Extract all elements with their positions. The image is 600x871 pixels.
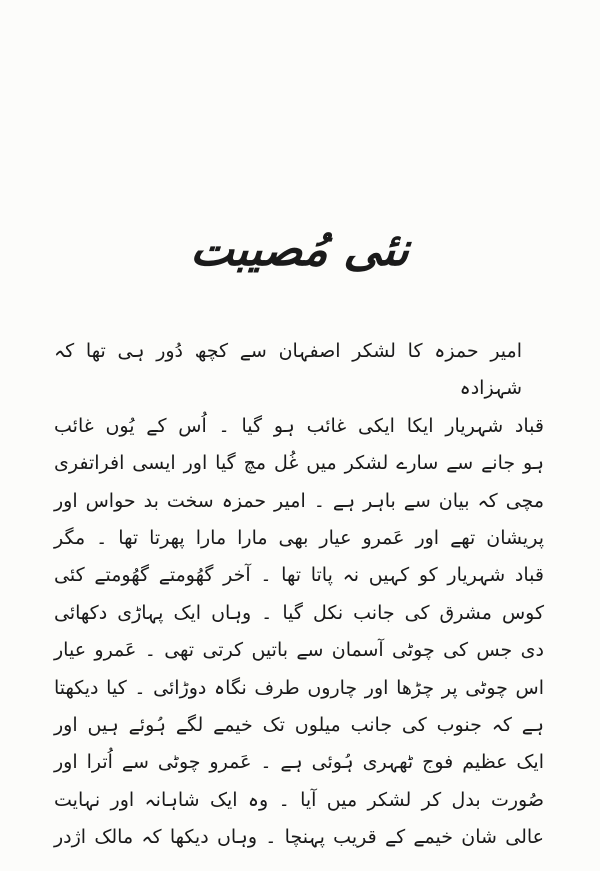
body-text: [54, 333, 544, 857]
body-line: ہو جانے سے سارے لشکر میں غُل مچ گیا اور ایسی افراتفری: [54, 452, 544, 475]
chapter-title: نئی مُصیبت: [188, 222, 412, 276]
body-line: امیر حمزہ کا لشکر اصفہان سے کچھ دُور ہی تھا کہ شہزادہ: [54, 340, 522, 400]
body-line: صُورت بدل کر لشکر میں آیا ۔ وہ ایک شاہانہ اور نہایت: [54, 788, 544, 811]
body-line: پریشان تھے اور عَمرو عیار بھی مارا مارا پھرتا تھا ۔ مگر: [54, 527, 544, 550]
body-line: دی جس کی چوٹی آسمان سے باتیں کرتی تھی ۔ عَمرو عیار: [54, 639, 544, 662]
body-line: کوس مشرق کی جانب نکل گیا ۔ وہاں ایک پہاڑی دکھائی: [54, 601, 544, 624]
body-line: عالی شان خیمے کے قریب پہنچا ۔ وہاں دیکھا کہ مالک اژدر: [54, 826, 544, 849]
body-line: اس چوٹی پر چڑھا اور چاروں طرف نگاہ دوڑائی ۔ کیا دیکھتا: [54, 676, 544, 699]
body-line: ایک عظیم فوج ٹھہری ہُوئی ہے ۔ عَمرو چوٹی سے اُترا اور: [54, 751, 544, 774]
body-line: ہے کہ جنوب کی جانب میلوں تک خیمے لگے ہُوئے ہیں اور: [54, 714, 544, 737]
body-line: قباد شہریار ایکا ایکی غائب ہو گیا ۔ اُس کے یُوں غائب: [54, 414, 544, 437]
body-line: مچی کہ بیان سے باہر ہے ۔ امیر حمزہ سخت بد حواس اور: [54, 489, 544, 512]
body-line: قباد شہریار کو کہیں نہ پاتا تھا ۔ آخر گھُومتے گھُومتے کئی: [54, 564, 544, 587]
